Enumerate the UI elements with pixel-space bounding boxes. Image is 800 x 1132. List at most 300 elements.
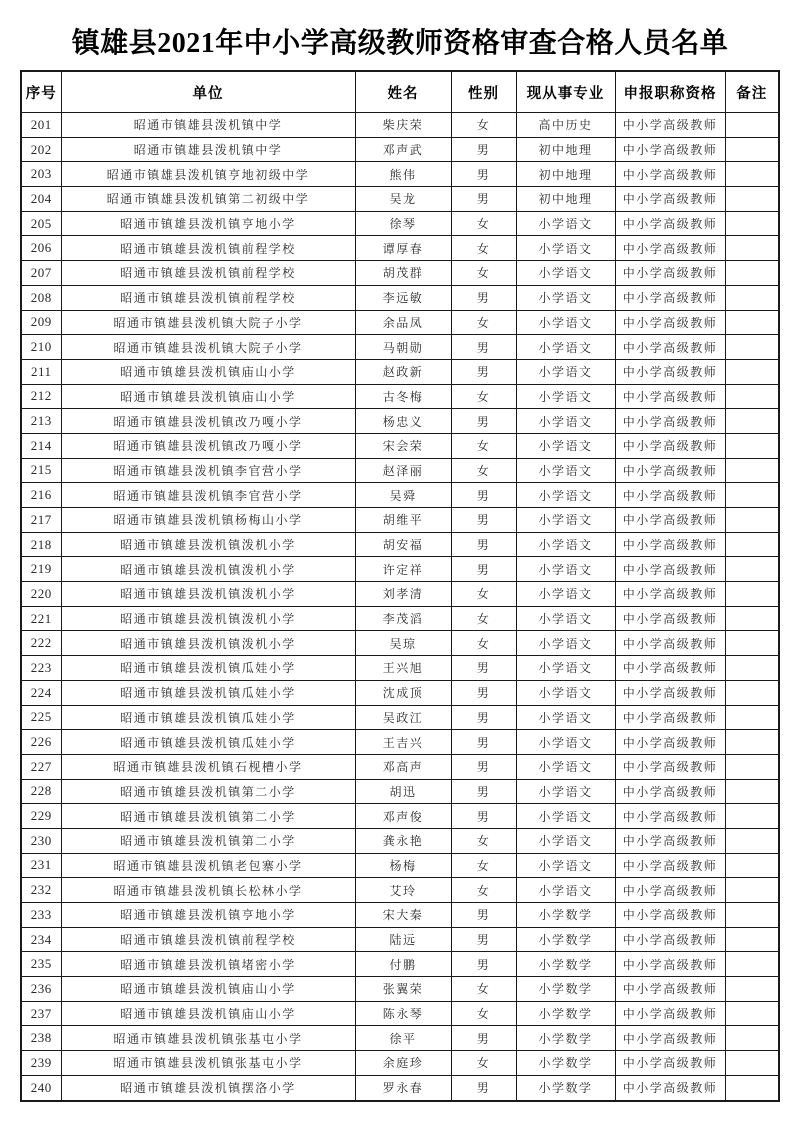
- cell-major: 小学语文: [516, 606, 615, 631]
- cell-remark: [725, 878, 779, 903]
- cell-remark: [725, 433, 779, 458]
- cell-gender: 女: [451, 828, 516, 853]
- cell-seq: 212: [21, 384, 61, 409]
- cell-unit: 昭通市镇雄县泼机镇老包寨小学: [61, 853, 355, 878]
- cell-major: 小学语文: [516, 557, 615, 582]
- roster-table: [20, 70, 780, 1102]
- header-remark: 备注: [725, 71, 779, 113]
- cell-major: 小学数学: [516, 1026, 615, 1051]
- table-row: [21, 1075, 779, 1100]
- cell-remark: [725, 359, 779, 384]
- table-row: [21, 409, 779, 434]
- cell-gender: 男: [451, 952, 516, 977]
- cell-seq: 227: [21, 754, 61, 779]
- cell-seq: 208: [21, 285, 61, 310]
- cell-seq: 211: [21, 359, 61, 384]
- cell-unit: 昭通市镇雄县泼机镇中学: [61, 137, 355, 162]
- table-row: [21, 705, 779, 730]
- cell-title-qualification: 中小学高级教师: [615, 137, 725, 162]
- cell-remark: [725, 804, 779, 829]
- cell-major: 小学数学: [516, 927, 615, 952]
- cell-title-qualification: 中小学高级教师: [615, 508, 725, 533]
- cell-name: 李茂滔: [355, 606, 451, 631]
- cell-remark: [725, 582, 779, 607]
- cell-gender: 女: [451, 1001, 516, 1026]
- cell-seq: 240: [21, 1075, 61, 1100]
- cell-unit: 昭通市镇雄县泼机镇杨梅山小学: [61, 508, 355, 533]
- cell-seq: 204: [21, 187, 61, 212]
- cell-unit: 昭通市镇雄县泼机镇泼机小学: [61, 631, 355, 656]
- cell-major: 小学语文: [516, 779, 615, 804]
- cell-remark: [725, 532, 779, 557]
- cell-title-qualification: 中小学高级教师: [615, 187, 725, 212]
- cell-remark: [725, 1075, 779, 1100]
- cell-gender: 男: [451, 754, 516, 779]
- cell-name: 邓声武: [355, 137, 451, 162]
- cell-remark: [725, 285, 779, 310]
- header-gender: 性别: [451, 71, 516, 113]
- cell-title-qualification: 中小学高级教师: [615, 1075, 725, 1100]
- table-row: [21, 384, 779, 409]
- cell-name: 邓声俊: [355, 804, 451, 829]
- cell-major: 小学数学: [516, 977, 615, 1002]
- cell-name: 熊伟: [355, 162, 451, 187]
- cell-unit: 昭通市镇雄县泼机镇庙山小学: [61, 977, 355, 1002]
- cell-unit: 昭通市镇雄县泼机镇第二初级中学: [61, 187, 355, 212]
- cell-gender: 男: [451, 335, 516, 360]
- cell-remark: [725, 409, 779, 434]
- cell-name: 吴龙: [355, 187, 451, 212]
- cell-gender: 女: [451, 631, 516, 656]
- table-row: [21, 359, 779, 384]
- table-row: [21, 582, 779, 607]
- cell-name: 胡迅: [355, 779, 451, 804]
- header-unit: 单位: [61, 71, 355, 113]
- table-row: [21, 1026, 779, 1051]
- table-row: [21, 557, 779, 582]
- cell-name: 余品凤: [355, 310, 451, 335]
- cell-unit: 昭通市镇雄县泼机镇大院子小学: [61, 310, 355, 335]
- cell-name: 胡安福: [355, 532, 451, 557]
- cell-gender: 男: [451, 804, 516, 829]
- cell-title-qualification: 中小学高级教师: [615, 310, 725, 335]
- cell-title-qualification: 中小学高级教师: [615, 113, 725, 138]
- cell-seq: 210: [21, 335, 61, 360]
- cell-major: 高中历史: [516, 113, 615, 138]
- cell-name: 赵政新: [355, 359, 451, 384]
- cell-title-qualification: 中小学高级教师: [615, 458, 725, 483]
- cell-name: 张翼荣: [355, 977, 451, 1002]
- cell-title-qualification: 中小学高级教师: [615, 532, 725, 557]
- cell-name: 宋大秦: [355, 903, 451, 928]
- cell-seq: 228: [21, 779, 61, 804]
- cell-unit: 昭通市镇雄县泼机镇第二小学: [61, 828, 355, 853]
- cell-major: 小学数学: [516, 1001, 615, 1026]
- cell-name: 徐平: [355, 1026, 451, 1051]
- cell-seq: 236: [21, 977, 61, 1002]
- cell-gender: 男: [451, 1026, 516, 1051]
- table-row: [21, 162, 779, 187]
- cell-major: 初中地理: [516, 137, 615, 162]
- cell-major: 小学数学: [516, 952, 615, 977]
- cell-seq: 209: [21, 310, 61, 335]
- cell-remark: [725, 483, 779, 508]
- table-row: [21, 878, 779, 903]
- cell-major: 小学语文: [516, 458, 615, 483]
- cell-seq: 234: [21, 927, 61, 952]
- cell-unit: 昭通市镇雄县泼机镇前程学校: [61, 261, 355, 286]
- table-row: [21, 137, 779, 162]
- table-row: [21, 113, 779, 138]
- cell-name: 李远敏: [355, 285, 451, 310]
- header-seq: 序号: [21, 71, 61, 113]
- cell-unit: 昭通市镇雄县泼机镇泼机小学: [61, 532, 355, 557]
- cell-major: 小学语文: [516, 310, 615, 335]
- header-row: [21, 71, 779, 113]
- cell-name: 马朝勋: [355, 335, 451, 360]
- cell-name: 刘孝清: [355, 582, 451, 607]
- table-row: [21, 606, 779, 631]
- cell-major: 小学语文: [516, 508, 615, 533]
- cell-gender: 男: [451, 359, 516, 384]
- cell-gender: 男: [451, 409, 516, 434]
- cell-seq: 226: [21, 730, 61, 755]
- cell-remark: [725, 113, 779, 138]
- table-header: [21, 71, 779, 113]
- cell-name: 胡茂群: [355, 261, 451, 286]
- cell-remark: [725, 977, 779, 1002]
- table-row: [21, 730, 779, 755]
- cell-seq: 233: [21, 903, 61, 928]
- table-row: [21, 187, 779, 212]
- header-name: 姓名: [355, 71, 451, 113]
- cell-seq: 238: [21, 1026, 61, 1051]
- cell-unit: 昭通市镇雄县泼机镇庙山小学: [61, 1001, 355, 1026]
- cell-name: 宋会荣: [355, 433, 451, 458]
- cell-major: 小学语文: [516, 582, 615, 607]
- cell-seq: 203: [21, 162, 61, 187]
- cell-name: 吴政江: [355, 705, 451, 730]
- table-row: [21, 754, 779, 779]
- cell-gender: 男: [451, 656, 516, 681]
- cell-seq: 239: [21, 1051, 61, 1076]
- table-row: [21, 927, 779, 952]
- cell-name: 古冬梅: [355, 384, 451, 409]
- cell-remark: [725, 557, 779, 582]
- cell-major: 小学语文: [516, 433, 615, 458]
- table-row: [21, 532, 779, 557]
- cell-major: 小学语文: [516, 680, 615, 705]
- cell-remark: [725, 1001, 779, 1026]
- cell-seq: 215: [21, 458, 61, 483]
- cell-name: 龚永艳: [355, 828, 451, 853]
- cell-major: 小学语文: [516, 828, 615, 853]
- cell-gender: 男: [451, 1075, 516, 1100]
- cell-title-qualification: 中小学高级教师: [615, 261, 725, 286]
- table-row: [21, 680, 779, 705]
- cell-major: 小学语文: [516, 705, 615, 730]
- cell-gender: 女: [451, 853, 516, 878]
- cell-gender: 男: [451, 162, 516, 187]
- cell-gender: 女: [451, 211, 516, 236]
- cell-gender: 男: [451, 730, 516, 755]
- cell-gender: 女: [451, 582, 516, 607]
- cell-gender: 女: [451, 433, 516, 458]
- cell-major: 小学语文: [516, 211, 615, 236]
- table-row: [21, 952, 779, 977]
- cell-major: 小学语文: [516, 878, 615, 903]
- table-row: [21, 1051, 779, 1076]
- cell-gender: 男: [451, 927, 516, 952]
- cell-seq: 223: [21, 656, 61, 681]
- cell-title-qualification: 中小学高级教师: [615, 236, 725, 261]
- cell-gender: 男: [451, 779, 516, 804]
- cell-title-qualification: 中小学高级教师: [615, 730, 725, 755]
- cell-seq: 230: [21, 828, 61, 853]
- cell-remark: [725, 508, 779, 533]
- table-row: [21, 261, 779, 286]
- table-row: [21, 310, 779, 335]
- cell-name: 陆远: [355, 927, 451, 952]
- cell-gender: 女: [451, 236, 516, 261]
- cell-unit: 昭通市镇雄县泼机镇摆洛小学: [61, 1075, 355, 1100]
- table-row: [21, 285, 779, 310]
- cell-name: 杨忠义: [355, 409, 451, 434]
- cell-remark: [725, 1026, 779, 1051]
- cell-unit: 昭通市镇雄县泼机镇李官营小学: [61, 458, 355, 483]
- cell-title-qualification: 中小学高级教师: [615, 828, 725, 853]
- cell-remark: [725, 211, 779, 236]
- cell-gender: 男: [451, 680, 516, 705]
- cell-remark: [725, 137, 779, 162]
- table-row: [21, 828, 779, 853]
- cell-title-qualification: 中小学高级教师: [615, 359, 725, 384]
- header-title-qualification: 申报职称资格: [615, 71, 725, 113]
- cell-remark: [725, 828, 779, 853]
- cell-unit: 昭通市镇雄县泼机镇瓜娃小学: [61, 705, 355, 730]
- cell-title-qualification: 中小学高级教师: [615, 878, 725, 903]
- cell-remark: [725, 261, 779, 286]
- cell-title-qualification: 中小学高级教师: [615, 211, 725, 236]
- cell-unit: 昭通市镇雄县泼机镇大院子小学: [61, 335, 355, 360]
- cell-name: 陈永琴: [355, 1001, 451, 1026]
- cell-name: 赵泽丽: [355, 458, 451, 483]
- cell-major: 小学数学: [516, 903, 615, 928]
- table-row: [21, 236, 779, 261]
- cell-unit: 昭通市镇雄县泼机镇长松林小学: [61, 878, 355, 903]
- cell-gender: 男: [451, 483, 516, 508]
- table-row: [21, 656, 779, 681]
- cell-gender: 男: [451, 557, 516, 582]
- cell-seq: 201: [21, 113, 61, 138]
- cell-name: 吴舜: [355, 483, 451, 508]
- cell-name: 杨梅: [355, 853, 451, 878]
- cell-major: 小学语文: [516, 754, 615, 779]
- cell-seq: 221: [21, 606, 61, 631]
- cell-name: 谭厚春: [355, 236, 451, 261]
- cell-seq: 207: [21, 261, 61, 286]
- cell-name: 王吉兴: [355, 730, 451, 755]
- cell-unit: 昭通市镇雄县泼机镇前程学校: [61, 285, 355, 310]
- cell-unit: 昭通市镇雄县泼机镇张基屯小学: [61, 1051, 355, 1076]
- cell-gender: 女: [451, 113, 516, 138]
- cell-gender: 男: [451, 187, 516, 212]
- cell-title-qualification: 中小学高级教师: [615, 631, 725, 656]
- cell-seq: 202: [21, 137, 61, 162]
- cell-gender: 女: [451, 458, 516, 483]
- cell-remark: [725, 631, 779, 656]
- cell-major: 小学语文: [516, 261, 615, 286]
- cell-name: 吴琼: [355, 631, 451, 656]
- cell-unit: 昭通市镇雄县泼机镇张基屯小学: [61, 1026, 355, 1051]
- cell-remark: [725, 952, 779, 977]
- cell-unit: 昭通市镇雄县泼机镇改乃嘎小学: [61, 409, 355, 434]
- cell-gender: 女: [451, 606, 516, 631]
- cell-major: 初中地理: [516, 187, 615, 212]
- cell-unit: 昭通市镇雄县泼机镇泼机小学: [61, 606, 355, 631]
- table-body: [21, 113, 779, 1101]
- cell-unit: 昭通市镇雄县泼机镇堵密小学: [61, 952, 355, 977]
- table-row: [21, 433, 779, 458]
- cell-remark: [725, 187, 779, 212]
- cell-unit: 昭通市镇雄县泼机镇第二小学: [61, 804, 355, 829]
- cell-seq: 231: [21, 853, 61, 878]
- cell-remark: [725, 310, 779, 335]
- cell-seq: 216: [21, 483, 61, 508]
- table-row: [21, 903, 779, 928]
- table-row: [21, 483, 779, 508]
- cell-remark: [725, 458, 779, 483]
- cell-unit: 昭通市镇雄县泼机镇前程学校: [61, 927, 355, 952]
- cell-remark: [725, 335, 779, 360]
- cell-major: 小学语文: [516, 236, 615, 261]
- cell-unit: 昭通市镇雄县泼机镇瓜娃小学: [61, 680, 355, 705]
- cell-unit: 昭通市镇雄县泼机镇泼机小学: [61, 557, 355, 582]
- cell-gender: 男: [451, 532, 516, 557]
- cell-title-qualification: 中小学高级教师: [615, 1001, 725, 1026]
- cell-title-qualification: 中小学高级教师: [615, 754, 725, 779]
- cell-seq: 225: [21, 705, 61, 730]
- cell-title-qualification: 中小学高级教师: [615, 853, 725, 878]
- cell-remark: [725, 705, 779, 730]
- cell-name: 许定祥: [355, 557, 451, 582]
- cell-gender: 男: [451, 903, 516, 928]
- table-row: [21, 977, 779, 1002]
- cell-seq: 218: [21, 532, 61, 557]
- cell-unit: 昭通市镇雄县泼机镇瓜娃小学: [61, 656, 355, 681]
- cell-unit: 昭通市镇雄县泼机镇瓜娃小学: [61, 730, 355, 755]
- cell-unit: 昭通市镇雄县泼机镇前程学校: [61, 236, 355, 261]
- cell-title-qualification: 中小学高级教师: [615, 1026, 725, 1051]
- cell-unit: 昭通市镇雄县泼机镇李官营小学: [61, 483, 355, 508]
- cell-major: 小学语文: [516, 631, 615, 656]
- cell-major: 小学语文: [516, 804, 615, 829]
- cell-title-qualification: 中小学高级教师: [615, 977, 725, 1002]
- cell-name: 余庭珍: [355, 1051, 451, 1076]
- cell-title-qualification: 中小学高级教师: [615, 557, 725, 582]
- cell-gender: 男: [451, 508, 516, 533]
- cell-title-qualification: 中小学高级教师: [615, 582, 725, 607]
- cell-title-qualification: 中小学高级教师: [615, 1051, 725, 1076]
- cell-major: 小学语文: [516, 335, 615, 360]
- cell-unit: 昭通市镇雄县泼机镇庙山小学: [61, 384, 355, 409]
- cell-gender: 女: [451, 384, 516, 409]
- cell-seq: 224: [21, 680, 61, 705]
- cell-title-qualification: 中小学高级教师: [615, 927, 725, 952]
- cell-seq: 217: [21, 508, 61, 533]
- cell-unit: 昭通市镇雄县泼机镇庙山小学: [61, 359, 355, 384]
- cell-seq: 235: [21, 952, 61, 977]
- cell-gender: 女: [451, 977, 516, 1002]
- cell-title-qualification: 中小学高级教师: [615, 483, 725, 508]
- cell-major: 初中地理: [516, 162, 615, 187]
- cell-gender: 女: [451, 1051, 516, 1076]
- table-row: [21, 804, 779, 829]
- cell-title-qualification: 中小学高级教师: [615, 409, 725, 434]
- cell-remark: [725, 1051, 779, 1076]
- cell-name: 柴庆荣: [355, 113, 451, 138]
- cell-remark: [725, 754, 779, 779]
- cell-title-qualification: 中小学高级教师: [615, 804, 725, 829]
- cell-title-qualification: 中小学高级教师: [615, 952, 725, 977]
- cell-major: 小学语文: [516, 359, 615, 384]
- cell-seq: 229: [21, 804, 61, 829]
- cell-gender: 男: [451, 285, 516, 310]
- cell-seq: 214: [21, 433, 61, 458]
- cell-remark: [725, 730, 779, 755]
- cell-unit: 昭通市镇雄县泼机镇第二小学: [61, 779, 355, 804]
- cell-title-qualification: 中小学高级教师: [615, 903, 725, 928]
- cell-name: 邓高声: [355, 754, 451, 779]
- page-title: 镇雄县2021年中小学高级教师资格审查合格人员名单: [71, 28, 729, 59]
- table-row: [21, 211, 779, 236]
- cell-remark: [725, 853, 779, 878]
- cell-name: 沈成顶: [355, 680, 451, 705]
- table-row: [21, 1001, 779, 1026]
- cell-remark: [725, 236, 779, 261]
- cell-major: 小学语文: [516, 483, 615, 508]
- cell-gender: 女: [451, 261, 516, 286]
- cell-remark: [725, 606, 779, 631]
- cell-unit: 昭通市镇雄县泼机镇改乃嘎小学: [61, 433, 355, 458]
- cell-seq: 220: [21, 582, 61, 607]
- table-row: [21, 853, 779, 878]
- cell-major: 小学语文: [516, 656, 615, 681]
- cell-seq: 222: [21, 631, 61, 656]
- cell-seq: 219: [21, 557, 61, 582]
- cell-name: 罗永春: [355, 1075, 451, 1100]
- cell-gender: 男: [451, 137, 516, 162]
- cell-gender: 男: [451, 705, 516, 730]
- cell-title-qualification: 中小学高级教师: [615, 384, 725, 409]
- cell-unit: 昭通市镇雄县泼机镇中学: [61, 113, 355, 138]
- cell-title-qualification: 中小学高级教师: [615, 285, 725, 310]
- cell-seq: 205: [21, 211, 61, 236]
- cell-seq: 206: [21, 236, 61, 261]
- cell-remark: [725, 927, 779, 952]
- cell-title-qualification: 中小学高级教师: [615, 705, 725, 730]
- cell-major: 小学语文: [516, 384, 615, 409]
- cell-remark: [725, 903, 779, 928]
- cell-seq: 232: [21, 878, 61, 903]
- cell-major: 小学语文: [516, 285, 615, 310]
- cell-name: 徐琴: [355, 211, 451, 236]
- cell-major: 小学语文: [516, 730, 615, 755]
- cell-title-qualification: 中小学高级教师: [615, 606, 725, 631]
- cell-unit: 昭通市镇雄县泼机镇亨地初级中学: [61, 162, 355, 187]
- cell-title-qualification: 中小学高级教师: [615, 680, 725, 705]
- cell-title-qualification: 中小学高级教师: [615, 335, 725, 360]
